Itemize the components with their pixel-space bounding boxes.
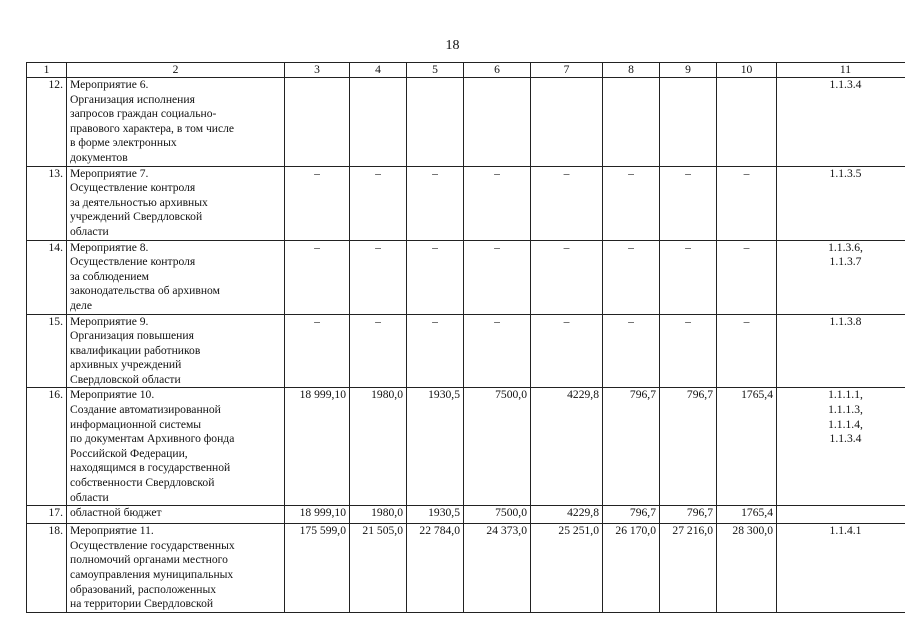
funding-value: – xyxy=(407,240,464,314)
table-row xyxy=(27,506,905,524)
funding-value: – xyxy=(660,314,717,388)
table-row xyxy=(27,314,905,388)
measure-name xyxy=(67,506,285,524)
funding-value xyxy=(717,78,777,167)
measure-name xyxy=(67,524,285,613)
col-header: 3 xyxy=(285,63,350,78)
funding-value: 1930,5 xyxy=(407,388,464,506)
col-header: 6 xyxy=(464,63,531,78)
table-row xyxy=(27,78,905,167)
target-indicator-code: 1.1.1.1, xyxy=(828,388,863,402)
target-indicator-code: 1.1.1.4, xyxy=(828,417,863,431)
row-number: 12. xyxy=(27,78,67,167)
target-indicator-codes xyxy=(777,314,905,388)
measure-name-line: Российской Федерации, xyxy=(70,446,188,460)
row-number: 18. xyxy=(27,524,67,613)
target-indicator-codes xyxy=(777,524,905,613)
measure-name-line: области xyxy=(70,224,109,238)
row-number: 16. xyxy=(27,388,67,506)
measure-name-line: Осуществление контроля xyxy=(70,255,196,269)
funding-value: – xyxy=(407,314,464,388)
funding-value: 796,7 xyxy=(660,506,717,524)
measure-name-line: Мероприятие 10. xyxy=(70,388,155,402)
funding-value: – xyxy=(603,240,660,314)
measure-name-line: Мероприятие 6. xyxy=(70,78,149,91)
funding-value: – xyxy=(531,314,603,388)
col-header: 4 xyxy=(350,63,407,78)
measure-name-line: по документам Архивного фонда xyxy=(70,432,235,446)
table-row xyxy=(27,524,905,613)
funding-value: 796,7 xyxy=(603,506,660,524)
measure-name-line: Осуществление государственных xyxy=(70,538,235,552)
measure-name-line: правового характера, в том числе xyxy=(70,121,235,135)
measure-name xyxy=(67,240,285,314)
funding-value: 27 216,0 xyxy=(660,524,717,613)
target-indicator-codes xyxy=(777,506,905,524)
target-indicator-code: 1.1.4.1 xyxy=(829,524,862,538)
funding-value: 18 999,10 xyxy=(285,388,350,506)
measure-name-line: архивных учреждений xyxy=(70,358,182,372)
measure-name-line: в форме электронных xyxy=(70,136,177,150)
funding-value: – xyxy=(285,314,350,388)
measure-name-line: учреждений Свердловской xyxy=(70,210,203,224)
funding-value: 28 300,0 xyxy=(717,524,777,613)
funding-value xyxy=(285,78,350,167)
funding-value: 25 251,0 xyxy=(531,524,603,613)
measure-name xyxy=(67,166,285,240)
measure-name xyxy=(67,78,285,167)
col-header: 5 xyxy=(407,63,464,78)
measure-name-line: за соблюдением xyxy=(70,269,149,283)
measure-name-line: самоуправления муниципальных xyxy=(70,568,234,581)
measure-name-line: квалификации работников xyxy=(70,343,201,357)
page-number: 18 xyxy=(445,38,460,53)
measure-name-line: на территории Свердловской xyxy=(70,597,214,611)
funding-value: – xyxy=(660,240,717,314)
col-header: 2 xyxy=(67,63,285,78)
measure-name-line: законодательства об архивном xyxy=(70,284,220,298)
row-number: 17. xyxy=(27,506,67,524)
funding-value: – xyxy=(407,166,464,240)
funding-value: 1980,0 xyxy=(350,506,407,524)
measure-name-line: Создание автоматизированной xyxy=(70,403,221,417)
funding-value: 7500,0 xyxy=(464,388,531,506)
funding-value: – xyxy=(285,166,350,240)
target-indicator-code: 1.1.3.4 xyxy=(829,432,862,446)
funding-value: – xyxy=(531,240,603,314)
col-header: 11 xyxy=(777,63,905,78)
funding-value xyxy=(531,78,603,167)
funding-value: – xyxy=(464,240,531,314)
funding-value: 21 505,0 xyxy=(350,524,407,613)
measure-name-line: документов xyxy=(70,150,128,164)
funding-value: 4229,8 xyxy=(531,506,603,524)
measure-name-line: Свердловской области xyxy=(70,372,181,386)
funding-value: – xyxy=(350,240,407,314)
measure-name-line: Мероприятие 8. xyxy=(70,240,149,254)
measure-name-line: образований, расположенных xyxy=(70,582,217,596)
row-number: 13. xyxy=(27,166,67,240)
funding-value: – xyxy=(603,314,660,388)
funding-value: – xyxy=(350,166,407,240)
col-header: 8 xyxy=(603,63,660,78)
target-indicator-codes xyxy=(777,388,905,506)
col-header: 9 xyxy=(660,63,717,78)
measure-name-line: находящимся в государственной xyxy=(70,461,231,475)
funding-value: 1930,5 xyxy=(407,506,464,524)
funding-value: 22 784,0 xyxy=(407,524,464,613)
measure-name-line: Организация исполнения xyxy=(70,92,195,106)
funding-value: 1980,0 xyxy=(350,388,407,506)
funding-value: – xyxy=(717,166,777,240)
measure-name-line: Организация повышения xyxy=(70,329,194,343)
funding-value xyxy=(350,78,407,167)
funding-value xyxy=(407,78,464,167)
funding-value: – xyxy=(603,166,660,240)
funding-value: 1765,4 xyxy=(717,388,777,506)
funding-value: – xyxy=(464,166,531,240)
col-header: 10 xyxy=(717,63,777,78)
measure-name xyxy=(67,388,285,506)
target-indicator-code: 1.1.3.4 xyxy=(829,78,862,91)
funding-value: – xyxy=(717,314,777,388)
table-row xyxy=(27,388,905,506)
funding-value: 175 599,0 xyxy=(285,524,350,613)
program-table xyxy=(26,62,905,613)
measure-name-line: полномочий органами местного xyxy=(70,553,228,567)
table-row xyxy=(27,166,905,240)
target-indicator-code: 1.1.1.3, xyxy=(828,403,863,417)
measure-name-line: Мероприятие 7. xyxy=(70,166,149,180)
target-indicator-codes xyxy=(777,166,905,240)
funding-value: 26 170,0 xyxy=(603,524,660,613)
column-number-row xyxy=(27,63,905,78)
measure-name-line: за деятельностью архивных xyxy=(70,195,208,209)
funding-value xyxy=(660,78,717,167)
col-header: 1 xyxy=(27,63,67,78)
target-indicator-code: 1.1.3.5 xyxy=(829,166,862,180)
funding-value: 18 999,10 xyxy=(285,506,350,524)
target-indicator-codes xyxy=(777,78,905,167)
measure-name-line: информационной системы xyxy=(70,417,202,431)
measure-name-line: деле xyxy=(70,298,92,312)
measure-name xyxy=(67,314,285,388)
target-indicator-code: 1.1.3.7 xyxy=(829,255,862,269)
measure-name-line: Осуществление контроля xyxy=(70,181,196,195)
funding-value xyxy=(603,78,660,167)
measure-name-line: области xyxy=(70,490,109,504)
target-indicator-codes xyxy=(777,240,905,314)
funding-value: – xyxy=(464,314,531,388)
row-number: 15. xyxy=(27,314,67,388)
row-number: 14. xyxy=(27,240,67,314)
measure-name-line: областной бюджет xyxy=(70,506,162,520)
funding-value: 796,7 xyxy=(603,388,660,506)
measure-name-line: запросов граждан социально- xyxy=(70,107,217,121)
funding-value xyxy=(464,78,531,167)
target-indicator-code: 1.1.3.8 xyxy=(829,314,862,328)
table-row xyxy=(27,240,905,314)
funding-value: – xyxy=(717,240,777,314)
measure-name-line: собственности Свердловской xyxy=(70,476,215,490)
measure-name-line: Мероприятие 9. xyxy=(70,314,149,328)
col-header: 7 xyxy=(531,63,603,78)
funding-value: 1765,4 xyxy=(717,506,777,524)
funding-value: 796,7 xyxy=(660,388,717,506)
funding-value: 24 373,0 xyxy=(464,524,531,613)
measure-name-line: Мероприятие 11. xyxy=(70,524,154,538)
funding-value: 4229,8 xyxy=(531,388,603,506)
funding-value: – xyxy=(285,240,350,314)
target-indicator-code: 1.1.3.6, xyxy=(828,240,863,254)
funding-value: – xyxy=(531,166,603,240)
funding-value: – xyxy=(660,166,717,240)
funding-value: 7500,0 xyxy=(464,506,531,524)
funding-value: – xyxy=(350,314,407,388)
